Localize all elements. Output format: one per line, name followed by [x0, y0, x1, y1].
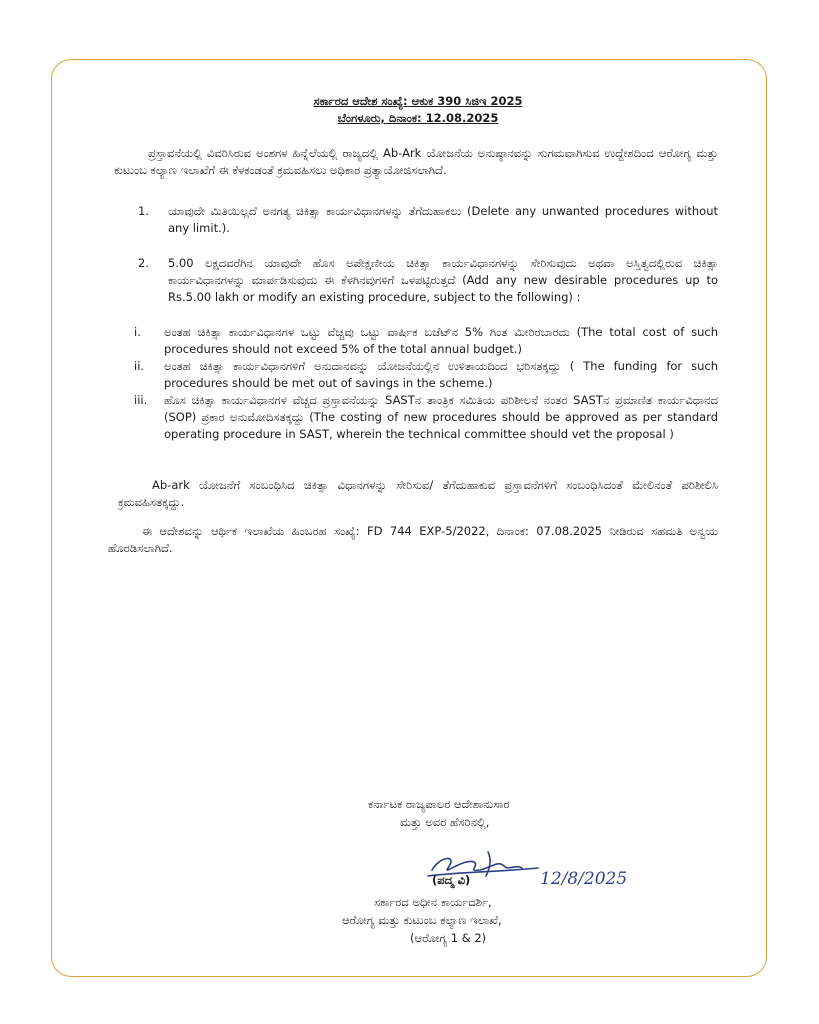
document-content: [108, 93, 718, 557]
sub-list-item: [134, 324, 718, 358]
intro-paragraph: ಪ್ರಸ್ತಾವನೆಯಲ್ಲಿ ವಿವರಿಸಿರುವ ಅಂಶಗಳ ಹಿನ್ನೆಲೆಯಲ್ಲಿ ರಾಜ್ಯದಲ್ಲಿ Ab-Ark ಯೋಜನೆಯ ಅನುಷ್ಠಾನವನ್ನು ಸುಗಮವಾಗಿಸುವ ಉದ್ದೇಶದಿಂದ ಆರೋಗ್ಯ ಮತ್ತು ಕುಟುಂಬ ಕಲ್ಯಾಣ ಇಲಾಖೆಗೆ ಈ ಕೆಳಕಂಡಂತೆ ಕ್ರಮವಹಿಸಲು ಅಧಿಕಾರ ಪ್ರತ್ಯಾಯೋಜಿಸಲಾಗಿದೆ.: [114, 146, 718, 177]
order-date: ಬೆಂಗಳೂರು, ದಿನಾಂಕ: 12.08.2025: [337, 111, 499, 125]
sub-item-number: i.: [134, 325, 141, 339]
order-line-2: ಮತ್ತು ಅವರ ಹೆಸರಿನಲ್ಲಿ,: [400, 815, 490, 829]
list-item-number: 1.: [138, 204, 149, 218]
sub-item-number: ii.: [134, 359, 145, 373]
list-item-text: ಯಾವುದೇ ಮಿತಿಯಿಲ್ಲದೆ ಅನಗತ್ಯ ಚಿಕಿತ್ಸಾ ಕಾರ್ಯವಿಧಾನಗಳನ್ನು ತೆಗೆದುಹಾಕಲು (Delete any unwanted procedures without any limit.).: [168, 204, 718, 235]
paragraph-3: ಈ ಆದೇಶವನ್ನು ಆರ್ಥಿಕ ಇಲಾಖೆಯ ಹಿಂಬರಹ ಸಂಖ್ಯೆ: FD 744 EXP-5/2022, ದಿನಾಂಕ: 07.08.2025 ನೀಡಿರುವ ಸಹಮತಿ ಅನ್ವಯ ಹೊರಡಿಸಲಾಗಿದೆ.: [108, 524, 718, 555]
sub-list: [118, 324, 718, 443]
numbered-list: [118, 203, 718, 306]
signature-date: 12/8/2025: [540, 869, 628, 889]
order-line-1: ಕರ್ನಾಟಕ ರಾಜ್ಯಪಾಲರ ಆದೇಶಾನುಸಾರ: [368, 797, 510, 811]
sub-item-text: ಅಂತಹ ಚಿಕಿತ್ಸಾ ಕಾರ್ಯವಿಧಾನಗಳಿಗೆ ಅನುದಾನವನ್ನು ಯೋಜನೆಯಲ್ಲಿನ ಉಳಿತಾಯದಿಂದ ಭರಿಸತಕ್ಕದ್ದು ( The funding for such procedures should be met out of savings in the scheme.): [164, 359, 718, 390]
signatory-department: ಆರೋಗ್ಯ ಮತ್ತು ಕುಟುಂಬ ಕಲ್ಯಾಣ ಇಲಾಖೆ,: [342, 913, 502, 927]
sub-item-number: iii.: [134, 393, 148, 407]
sub-item-text: ಹೊಸ ಚಿಕಿತ್ಸಾ ಕಾರ್ಯವಿಧಾನಗಳ ವೆಚ್ಚದ ಪ್ರಸ್ತಾವನೆಯನ್ನು SASTನ ತಾಂತ್ರಿಕ ಸಮಿತಿಯ ಪರಿಶೀಲನೆ ನಂತರ SASTನ ಪ್ರಮಾಣಿತ ಕಾರ್ಯವಿಧಾನದ (SOP) ಪ್ರಕಾರ ಅನುಮೋದಿಸತಕ್ಕದ್ದು (The costing of new procedures should be approved as per standard operating procedure in SAST, wherein the technical committee should vet the proposal ): [164, 393, 718, 441]
signatory-section: (ಆರೋಗ್ಯ 1 & 2): [410, 931, 487, 945]
paragraph-2: Ab-ark ಯೋಜನೆಗೆ ಸಂಬಂಧಿಸಿದ ಚಿಕಿತ್ಸಾ ವಿಧಾನಗಳನ್ನು ಸೇರಿಸುವ/ ತೆಗೆದುಹಾಕುವ ಪ್ರಸ್ತಾವನೆಗಳಿಗೆ ಸಂಬಂಧಿಸಿದಂತೆ ಮೇಲಿನಂತೆ ಪರಿಶೀಲಿಸಿ ಕ್ರಮವಹಿಸತಕ್ಕದ್ದು.: [118, 478, 718, 509]
sub-list-item: [134, 392, 718, 443]
list-item-text: 5.00 ಲಕ್ಷದವರೆಗಿನ ಯಾವುದೇ ಹೊಸ ಅಪೇಕ್ಷಣೀಯ ಚಿಕಿತ್ಸಾ ಕಾರ್ಯವಿಧಾನಗಳನ್ನು ಸೇರಿಸುವುದು ಅಥವಾ ಅಸ್ತಿತ್ವದಲ್ಲಿರುವ ಚಿಕಿತ್ಸಾ ಕಾರ್ಯವಿಧಾನಗಳನ್ನು ಮಾರ್ಪಡಿಸುವುದು ಈ ಕೆಳಗಿನವುಗಳಿಗೆ ಒಳಪಟ್ಟಿರುತ್ತದೆ (Add any new desirable procedures up to Rs.5.00 lakh or modify an existing procedure, subject to the following) :: [168, 256, 718, 304]
sub-item-text: ಅಂತಹ ಚಿಕಿತ್ಸಾ ಕಾರ್ಯವಿಧಾನಗಳ ಒಟ್ಟು ವೆಚ್ಚವು ಒಟ್ಟು ವಾರ್ಷಿಕ ಬಜೆಟ್‌ನ 5% ಗಿಂತ ಮೀರಿರಬಾರದು (The total cost of such procedures should not exceed 5% of the total annual budget.): [164, 325, 718, 356]
list-item: [138, 203, 718, 237]
order-number: ಸರ್ಕಾರದ ಆದೇಶ ಸಂಖ್ಯೆ: ಆಕುಕ 390 ಸಿಜಿಇ 2025: [313, 94, 523, 108]
signatory-name: (ಪದ್ಮ ವಿ): [432, 873, 471, 887]
list-item-number: 2.: [138, 256, 149, 270]
list-item: [138, 255, 718, 306]
signatory-designation: ಸರ್ಕಾರದ ಅಧೀನ ಕಾರ್ಯದರ್ಶಿ,: [374, 895, 492, 909]
sub-list-item: [134, 358, 718, 392]
